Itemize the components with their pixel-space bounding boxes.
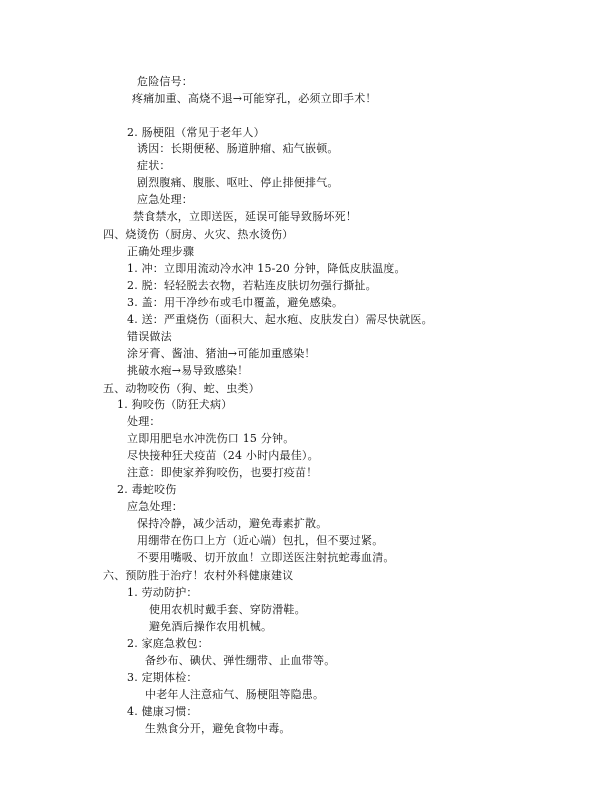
section-4-title: 四、烧烫伤（厨房、火灾、热水烫伤） [103,228,294,241]
healthy-habits-text: 生熟食分开，避免食物中毒。 [145,722,291,735]
bowel-obstruction-emergency-heading: 应急处理： [137,193,193,206]
first-aid-kit-text: 备纱布、碘伏、弹性绷带、止血带等。 [145,654,336,667]
wrong-practice-1: 涂牙膏、酱油、猪油→可能加重感染！ [127,347,316,360]
dog-bite-line-3: 注意：即使家养狗咬伤，也要打疫苗！ [127,466,318,479]
dog-bite-treat-heading: 处理： [127,415,161,428]
danger-signal-heading: 危险信号： [137,75,193,88]
snake-bite-line-1: 保持冷静，减少活动，避免毒素扩散。 [137,517,328,530]
section-5-title: 五、动物咬伤（狗、蛇、虫类） [103,382,260,395]
bowel-obstruction-emergency-text: 禁食禁水，立即送医，延误可能导致肠坏死！ [133,210,357,223]
checkup-title: 3. 定期体检： [127,671,198,684]
first-aid-kit-title: 2. 家庭急救包： [127,637,209,650]
dog-bite-title: 1. 狗咬伤（防狂犬病） [117,398,233,411]
correct-steps-heading: 正确处理步骤 [127,245,195,258]
bowel-obstruction-symptom-text: 剧烈腹痛、腹胀、呕吐、停止排便排气。 [137,176,339,189]
labor-protection-title: 1. 劳动防护： [127,586,198,599]
bowel-obstruction-symptom-heading: 症状： [137,159,171,172]
burn-step-2: 2. 脱：轻轻脱去衣物，若粘连皮肤切勿强行撕扯。 [127,279,377,292]
burn-step-4: 4. 送：严重烧伤（面积大、起水疱、皮肤发白）需尽快就医。 [127,313,433,326]
checkup-text: 中老年人注意疝气、肠梗阻等隐患。 [145,688,325,701]
burn-step-1: 1. 冲：立即用流动冷水冲 15-20 分钟，降低皮肤温度。 [127,262,406,275]
snake-bite-treat-heading: 应急处理： [127,500,183,513]
healthy-habits-title: 4. 健康习惯： [127,705,198,718]
labor-protection-line-2: 避免酒后操作农用机械。 [149,620,273,633]
wrong-practice-2: 挑破水疱→易导致感染！ [127,364,249,377]
snake-bite-line-2: 用绷带在伤口上方（近心端）包扎，但不要过紧。 [137,534,384,547]
burn-step-3: 3. 盖：用干净纱布或毛巾覆盖，避免感染。 [127,296,344,309]
snake-bite-title: 2. 毒蛇咬伤 [117,483,177,496]
section-6-title: 六、预防胜于治疗！农村外科健康建议 [103,569,294,582]
snake-bite-line-3: 不要用嘴吸、切开放血！立即送医注射抗蛇毒血清。 [137,551,395,564]
dog-bite-line-2: 尽快接种狂犬疫苗（24 小时内最佳）。 [127,449,319,462]
bowel-obstruction-cause: 诱因：长期便秘、肠道肿瘤、疝气嵌顿。 [137,142,339,155]
labor-protection-line-1: 使用农机时戴手套、穿防滑鞋。 [149,603,306,616]
wrong-practice-heading: 错误做法 [127,330,172,343]
dog-bite-line-1: 立即用肥皂水冲洗伤口 15 分钟。 [127,432,295,445]
danger-signal-text: 疼痛加重、高烧不退→可能穿孔，必须立即手术！ [132,92,377,105]
bowel-obstruction-title: 2. 肠梗阻（常见于老年人） [127,126,265,139]
